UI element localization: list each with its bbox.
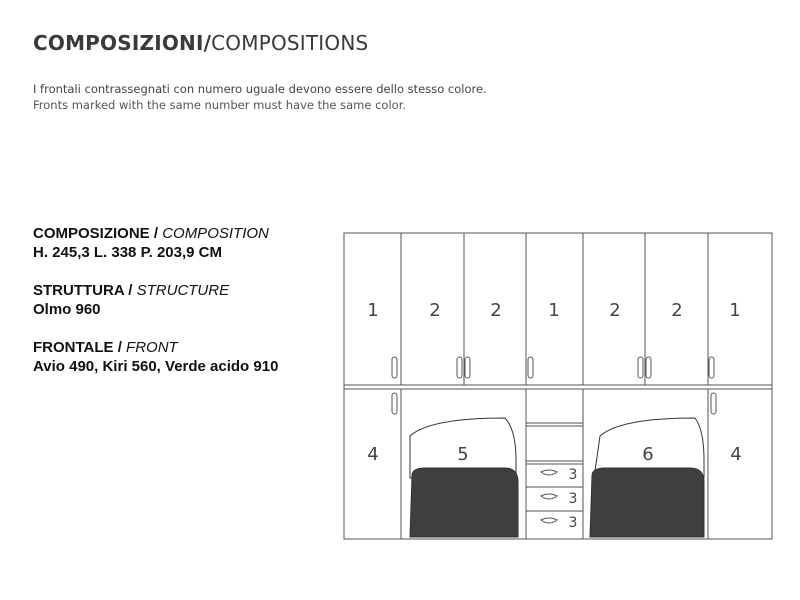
front-number-label: 5 bbox=[457, 444, 469, 465]
front-number-label: 2 bbox=[429, 300, 441, 321]
front-number-label: 4 bbox=[367, 444, 379, 465]
drawer-number-label: 3 bbox=[568, 491, 578, 507]
note-italian: I frontali contrassegnati con numero uguale devono essere dello stesso colore. bbox=[33, 82, 487, 96]
spec-front-label-it: FRONTALE / bbox=[33, 339, 127, 356]
front-number-label: 4 bbox=[730, 444, 742, 465]
front-number-label: 1 bbox=[729, 300, 741, 321]
note-english: Fronts marked with the same number must have the same color. bbox=[33, 98, 407, 112]
drawer-handle-icon bbox=[541, 470, 557, 475]
drawer-handle-icon bbox=[541, 518, 557, 523]
front-number-label: 1 bbox=[367, 300, 379, 321]
spec-structure-label-en: STRUCTURE bbox=[136, 282, 230, 299]
spec-front-label-en: FRONT bbox=[126, 339, 178, 356]
door-handle-icon bbox=[392, 357, 397, 378]
door-handle-icon bbox=[392, 393, 397, 414]
front-number-label: 1 bbox=[548, 300, 560, 321]
drawer-number-label: 3 bbox=[568, 467, 578, 483]
sofa-bed-left bbox=[410, 418, 518, 537]
front-number-label: 6 bbox=[642, 444, 654, 465]
spec-composition-label-en: COMPOSITION bbox=[162, 225, 269, 242]
door-handle-icon bbox=[528, 357, 533, 378]
door-handle-icon bbox=[646, 357, 651, 378]
front-number-label: 2 bbox=[671, 300, 683, 321]
door-handle-icon bbox=[638, 357, 643, 378]
spec-structure-label-it: STRUTTURA / bbox=[33, 282, 137, 299]
door-handle-icon bbox=[709, 357, 714, 378]
title-english: COMPOSITIONS bbox=[211, 31, 369, 55]
door-handle-icon bbox=[711, 393, 716, 414]
drawer-handle-icon bbox=[541, 494, 557, 499]
sofa-seat bbox=[590, 468, 704, 537]
spec-composition-label-it: COMPOSIZIONE / bbox=[33, 225, 163, 242]
spec-front-value: Avio 490, Kiri 560, Verde acido 910 bbox=[33, 358, 279, 375]
front-number-label: 2 bbox=[490, 300, 502, 321]
sofa-seat bbox=[410, 468, 518, 537]
spec-composition-value: H. 245,3 L. 338 P. 203,9 CM bbox=[33, 244, 223, 261]
sofa-bed-right bbox=[590, 418, 704, 537]
door-handle-icon bbox=[457, 357, 462, 378]
front-number-label: 2 bbox=[609, 300, 621, 321]
spec-structure-value: Olmo 960 bbox=[33, 301, 101, 318]
drawer-number-label: 3 bbox=[568, 515, 578, 531]
title-italian: COMPOSIZIONI/ bbox=[33, 31, 212, 55]
door-handle-icon bbox=[465, 357, 470, 378]
